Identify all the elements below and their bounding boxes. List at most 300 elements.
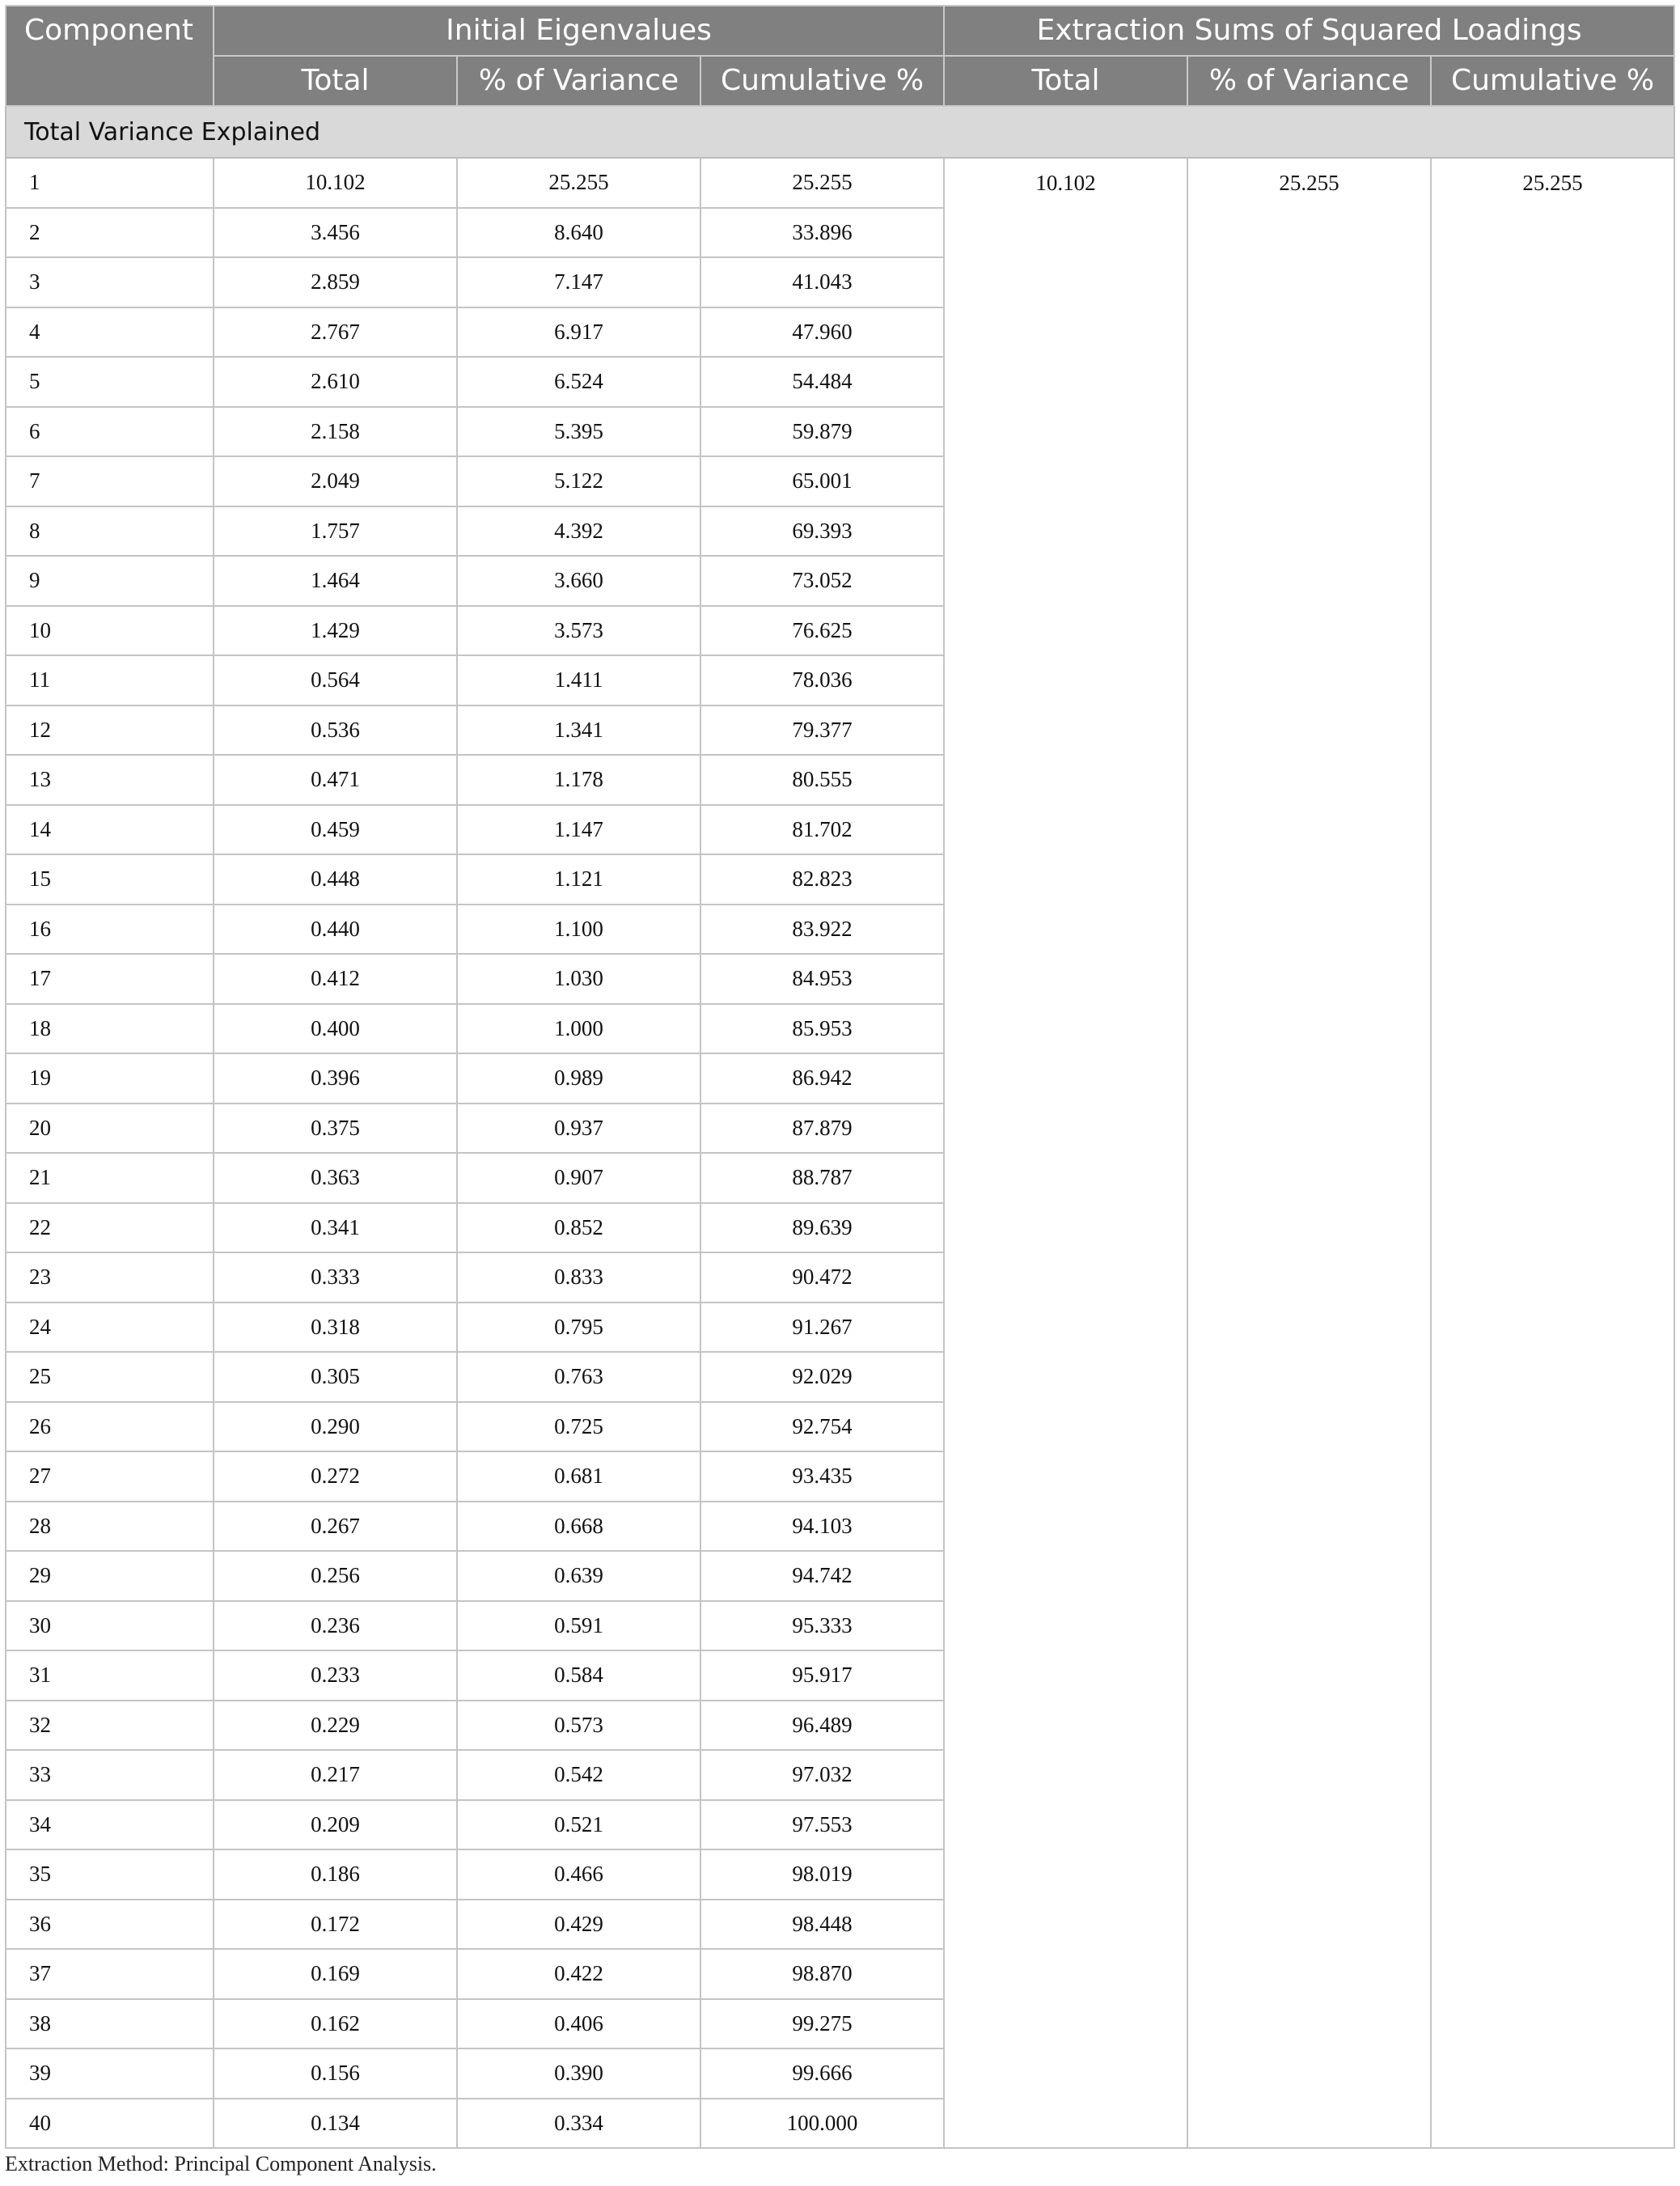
cell-extraction-total bbox=[944, 407, 1187, 457]
cell-cumulative: 78.036 bbox=[700, 655, 944, 705]
cell-total: 0.172 bbox=[214, 1900, 457, 1950]
table-row bbox=[6, 1849, 1674, 1900]
cell-extraction-percent-variance bbox=[1187, 1900, 1431, 1950]
table-row bbox=[6, 1650, 1674, 1701]
cell-percent-variance: 1.178 bbox=[457, 755, 700, 805]
cell-component: 29 bbox=[6, 1551, 214, 1601]
cell-extraction-total bbox=[944, 257, 1187, 307]
table-row bbox=[6, 407, 1674, 457]
cell-extraction-cumulative: 25.255 bbox=[1431, 158, 1674, 208]
cell-total: 0.333 bbox=[214, 1252, 457, 1303]
cell-extraction-total bbox=[944, 1999, 1187, 2049]
table-row bbox=[6, 1949, 1674, 1999]
table-row bbox=[6, 1701, 1674, 1751]
cell-extraction-cumulative bbox=[1431, 1153, 1674, 1203]
cell-extraction-cumulative bbox=[1431, 1352, 1674, 1402]
cell-total: 0.217 bbox=[214, 1750, 457, 1800]
cell-extraction-percent-variance bbox=[1187, 854, 1431, 904]
cell-percent-variance: 8.640 bbox=[457, 208, 700, 258]
cell-cumulative: 86.942 bbox=[700, 1053, 944, 1104]
cell-component: 13 bbox=[6, 755, 214, 805]
cell-extraction-total bbox=[944, 1303, 1187, 1353]
cell-extraction-percent-variance bbox=[1187, 1800, 1431, 1850]
table-row bbox=[6, 2048, 1674, 2099]
cell-percent-variance: 1.100 bbox=[457, 904, 700, 955]
table-row bbox=[6, 1999, 1674, 2049]
cell-component: 2 bbox=[6, 208, 214, 258]
cell-component: 35 bbox=[6, 1849, 214, 1900]
cell-percent-variance: 0.422 bbox=[457, 1949, 700, 1999]
cell-cumulative: 73.052 bbox=[700, 556, 944, 606]
cell-percent-variance: 0.429 bbox=[457, 1900, 700, 1950]
cell-extraction-percent-variance bbox=[1187, 1451, 1431, 1502]
cell-total: 0.400 bbox=[214, 1004, 457, 1054]
table-row bbox=[6, 1153, 1674, 1203]
cell-total: 0.305 bbox=[214, 1352, 457, 1402]
cell-extraction-total bbox=[944, 755, 1187, 805]
table-row bbox=[6, 705, 1674, 756]
cell-extraction-total bbox=[944, 1650, 1187, 1701]
cell-extraction-total bbox=[944, 1004, 1187, 1054]
table-row bbox=[6, 357, 1674, 407]
cell-component: 7 bbox=[6, 456, 214, 506]
total-variance-table bbox=[5, 5, 1675, 2149]
table-row bbox=[6, 2099, 1674, 2149]
cell-extraction-percent-variance bbox=[1187, 1004, 1431, 1054]
cell-extraction-percent-variance bbox=[1187, 1203, 1431, 1253]
table-row bbox=[6, 257, 1674, 307]
cell-extraction-total bbox=[944, 1949, 1187, 1999]
cell-extraction-cumulative bbox=[1431, 1451, 1674, 1502]
cell-extraction-percent-variance bbox=[1187, 1352, 1431, 1402]
cell-component: 17 bbox=[6, 954, 214, 1004]
cell-extraction-percent-variance bbox=[1187, 1601, 1431, 1651]
table-row bbox=[6, 1750, 1674, 1800]
cell-extraction-total bbox=[944, 904, 1187, 955]
cell-extraction-percent-variance bbox=[1187, 307, 1431, 358]
cell-percent-variance: 1.411 bbox=[457, 655, 700, 705]
cell-component: 9 bbox=[6, 556, 214, 606]
cell-component: 23 bbox=[6, 1252, 214, 1303]
subheader-extraction-cumulative: Cumulative % bbox=[1431, 56, 1674, 106]
cell-total: 0.448 bbox=[214, 854, 457, 904]
cell-extraction-cumulative bbox=[1431, 904, 1674, 955]
cell-extraction-percent-variance bbox=[1187, 1750, 1431, 1800]
cell-component: 37 bbox=[6, 1949, 214, 1999]
cell-extraction-total bbox=[944, 805, 1187, 855]
cell-total: 0.396 bbox=[214, 1053, 457, 1104]
table-row bbox=[6, 1502, 1674, 1552]
cell-cumulative: 47.960 bbox=[700, 307, 944, 358]
cell-extraction-cumulative bbox=[1431, 506, 1674, 557]
cell-cumulative: 95.333 bbox=[700, 1601, 944, 1651]
cell-total: 0.471 bbox=[214, 755, 457, 805]
cell-component: 21 bbox=[6, 1153, 214, 1203]
cell-total: 0.318 bbox=[214, 1303, 457, 1353]
cell-extraction-cumulative bbox=[1431, 606, 1674, 656]
cell-component: 39 bbox=[6, 2048, 214, 2099]
table-row bbox=[6, 208, 1674, 258]
cell-cumulative: 76.625 bbox=[700, 606, 944, 656]
cell-cumulative: 25.255 bbox=[700, 158, 944, 208]
cell-cumulative: 85.953 bbox=[700, 1004, 944, 1054]
cell-cumulative: 81.702 bbox=[700, 805, 944, 855]
cell-component: 18 bbox=[6, 1004, 214, 1054]
table-row bbox=[6, 854, 1674, 904]
cell-component: 1 bbox=[6, 158, 214, 208]
cell-component: 25 bbox=[6, 1352, 214, 1402]
cell-total: 0.156 bbox=[214, 2048, 457, 2099]
cell-percent-variance: 1.121 bbox=[457, 854, 700, 904]
cell-cumulative: 88.787 bbox=[700, 1153, 944, 1203]
cell-component: 38 bbox=[6, 1999, 214, 2049]
cell-percent-variance: 7.147 bbox=[457, 257, 700, 307]
cell-extraction-cumulative bbox=[1431, 1849, 1674, 1900]
cell-extraction-cumulative bbox=[1431, 407, 1674, 457]
cell-percent-variance: 0.591 bbox=[457, 1601, 700, 1651]
cell-cumulative: 99.666 bbox=[700, 2048, 944, 2099]
cell-cumulative: 97.032 bbox=[700, 1750, 944, 1800]
subheader-total: Total bbox=[214, 56, 457, 106]
cell-extraction-cumulative bbox=[1431, 307, 1674, 358]
cell-extraction-total bbox=[944, 1800, 1187, 1850]
cell-extraction-total bbox=[944, 1153, 1187, 1203]
cell-cumulative: 59.879 bbox=[700, 407, 944, 457]
table-body bbox=[6, 106, 1674, 2148]
cell-extraction-total bbox=[944, 954, 1187, 1004]
table-row bbox=[6, 307, 1674, 358]
cell-extraction-cumulative bbox=[1431, 2048, 1674, 2099]
cell-extraction-cumulative bbox=[1431, 357, 1674, 407]
cell-extraction-cumulative bbox=[1431, 1502, 1674, 1552]
cell-cumulative: 95.917 bbox=[700, 1650, 944, 1701]
cell-component: 3 bbox=[6, 257, 214, 307]
cell-percent-variance: 3.573 bbox=[457, 606, 700, 656]
cell-extraction-cumulative bbox=[1431, 1601, 1674, 1651]
cell-extraction-percent-variance bbox=[1187, 2048, 1431, 2099]
cell-extraction-total bbox=[944, 307, 1187, 358]
cell-extraction-total bbox=[944, 705, 1187, 756]
cell-component: 14 bbox=[6, 805, 214, 855]
cell-total: 0.341 bbox=[214, 1203, 457, 1253]
cell-extraction-percent-variance bbox=[1187, 456, 1431, 506]
cell-percent-variance: 1.030 bbox=[457, 954, 700, 1004]
cell-extraction-total bbox=[944, 1352, 1187, 1402]
cell-total: 0.412 bbox=[214, 954, 457, 1004]
cell-component: 4 bbox=[6, 307, 214, 358]
cell-extraction-percent-variance bbox=[1187, 556, 1431, 606]
cell-total: 0.267 bbox=[214, 1502, 457, 1552]
cell-extraction-percent-variance bbox=[1187, 705, 1431, 756]
subheader-cumulative: Cumulative % bbox=[700, 56, 944, 106]
cell-extraction-percent-variance bbox=[1187, 606, 1431, 656]
cell-component: 27 bbox=[6, 1451, 214, 1502]
cell-extraction-cumulative bbox=[1431, 456, 1674, 506]
cell-extraction-percent-variance bbox=[1187, 1153, 1431, 1203]
table-row bbox=[6, 506, 1674, 557]
cell-cumulative: 94.742 bbox=[700, 1551, 944, 1601]
cell-extraction-percent-variance bbox=[1187, 1104, 1431, 1154]
cell-extraction-cumulative bbox=[1431, 1701, 1674, 1751]
cell-total: 0.256 bbox=[214, 1551, 457, 1601]
cell-extraction-cumulative bbox=[1431, 1004, 1674, 1054]
cell-total: 0.363 bbox=[214, 1153, 457, 1203]
cell-extraction-cumulative bbox=[1431, 1650, 1674, 1701]
table-footnote: Extraction Method: Principal Component Analysis. bbox=[5, 2152, 437, 2175]
cell-percent-variance: 0.542 bbox=[457, 1750, 700, 1800]
cell-extraction-percent-variance bbox=[1187, 1402, 1431, 1452]
cell-total: 2.859 bbox=[214, 257, 457, 307]
cell-extraction-percent-variance bbox=[1187, 357, 1431, 407]
table-row bbox=[6, 556, 1674, 606]
cell-total: 0.186 bbox=[214, 1849, 457, 1900]
cell-extraction-total bbox=[944, 1502, 1187, 1552]
cell-component: 26 bbox=[6, 1402, 214, 1452]
cell-cumulative: 65.001 bbox=[700, 456, 944, 506]
table-row bbox=[6, 1252, 1674, 1303]
cell-extraction-percent-variance bbox=[1187, 1053, 1431, 1104]
cell-extraction-total bbox=[944, 1750, 1187, 1800]
cell-extraction-total bbox=[944, 506, 1187, 557]
cell-extraction-cumulative bbox=[1431, 1203, 1674, 1253]
cell-total: 0.375 bbox=[214, 1104, 457, 1154]
table-row bbox=[6, 456, 1674, 506]
cell-cumulative: 99.275 bbox=[700, 1999, 944, 2049]
cell-component: 32 bbox=[6, 1701, 214, 1751]
cell-extraction-percent-variance bbox=[1187, 755, 1431, 805]
cell-extraction-total bbox=[944, 357, 1187, 407]
cell-cumulative: 89.639 bbox=[700, 1203, 944, 1253]
cell-extraction-cumulative bbox=[1431, 1750, 1674, 1800]
cell-total: 2.767 bbox=[214, 307, 457, 358]
cell-extraction-cumulative bbox=[1431, 1900, 1674, 1950]
cell-percent-variance: 25.255 bbox=[457, 158, 700, 208]
cell-percent-variance: 0.989 bbox=[457, 1053, 700, 1104]
cell-component: 20 bbox=[6, 1104, 214, 1154]
cell-extraction-percent-variance bbox=[1187, 1949, 1431, 1999]
cell-total: 0.169 bbox=[214, 1949, 457, 1999]
cell-extraction-cumulative bbox=[1431, 705, 1674, 756]
cell-cumulative: 69.393 bbox=[700, 506, 944, 557]
cell-percent-variance: 4.392 bbox=[457, 506, 700, 557]
cell-percent-variance: 0.907 bbox=[457, 1153, 700, 1203]
subheader-extraction-total: Total bbox=[944, 56, 1187, 106]
cell-extraction-total bbox=[944, 2048, 1187, 2099]
cell-cumulative: 91.267 bbox=[700, 1303, 944, 1353]
cell-component: 16 bbox=[6, 904, 214, 955]
cell-total: 0.209 bbox=[214, 1800, 457, 1850]
cell-extraction-percent-variance bbox=[1187, 1849, 1431, 1900]
table-row bbox=[6, 1203, 1674, 1253]
cell-component: 31 bbox=[6, 1650, 214, 1701]
cell-extraction-total bbox=[944, 1900, 1187, 1950]
table-row bbox=[6, 1303, 1674, 1353]
cell-extraction-total bbox=[944, 854, 1187, 904]
cell-extraction-total bbox=[944, 655, 1187, 705]
cell-component: 33 bbox=[6, 1750, 214, 1800]
cell-extraction-cumulative bbox=[1431, 1800, 1674, 1850]
cell-cumulative: 82.823 bbox=[700, 854, 944, 904]
cell-component: 6 bbox=[6, 407, 214, 457]
cell-cumulative: 92.754 bbox=[700, 1402, 944, 1452]
cell-component: 8 bbox=[6, 506, 214, 557]
cell-total: 1.464 bbox=[214, 556, 457, 606]
cell-total: 0.440 bbox=[214, 904, 457, 955]
table-row bbox=[6, 755, 1674, 805]
header-component: Component bbox=[6, 6, 214, 106]
cell-cumulative: 97.553 bbox=[700, 1800, 944, 1850]
cell-extraction-percent-variance bbox=[1187, 407, 1431, 457]
cell-cumulative: 96.489 bbox=[700, 1701, 944, 1751]
cell-cumulative: 87.879 bbox=[700, 1104, 944, 1154]
cell-percent-variance: 0.763 bbox=[457, 1352, 700, 1402]
cell-cumulative: 79.377 bbox=[700, 705, 944, 756]
table-row bbox=[6, 904, 1674, 955]
table-row bbox=[6, 158, 1674, 208]
cell-percent-variance: 0.725 bbox=[457, 1402, 700, 1452]
cell-extraction-total: 10.102 bbox=[944, 158, 1187, 208]
cell-extraction-total bbox=[944, 456, 1187, 506]
cell-component: 5 bbox=[6, 357, 214, 407]
cell-percent-variance: 0.668 bbox=[457, 1502, 700, 1552]
table-row bbox=[6, 1104, 1674, 1154]
cell-extraction-cumulative bbox=[1431, 1551, 1674, 1601]
cell-extraction-cumulative bbox=[1431, 1999, 1674, 2049]
cell-extraction-cumulative bbox=[1431, 954, 1674, 1004]
cell-total: 0.290 bbox=[214, 1402, 457, 1452]
cell-total: 0.459 bbox=[214, 805, 457, 855]
table-caption: Total Variance Explained bbox=[6, 106, 1674, 158]
table-row bbox=[6, 1402, 1674, 1452]
cell-extraction-percent-variance bbox=[1187, 506, 1431, 557]
cell-extraction-total bbox=[944, 1402, 1187, 1452]
cell-extraction-percent-variance: 25.255 bbox=[1187, 158, 1431, 208]
header-initial-eigenvalues: Initial Eigenvalues bbox=[214, 6, 944, 56]
cell-cumulative: 100.000 bbox=[700, 2099, 944, 2149]
cell-percent-variance: 0.466 bbox=[457, 1849, 700, 1900]
cell-percent-variance: 1.341 bbox=[457, 705, 700, 756]
cell-percent-variance: 1.147 bbox=[457, 805, 700, 855]
cell-total: 1.757 bbox=[214, 506, 457, 557]
cell-extraction-total bbox=[944, 606, 1187, 656]
cell-component: 12 bbox=[6, 705, 214, 756]
cell-extraction-cumulative bbox=[1431, 854, 1674, 904]
cell-percent-variance: 0.937 bbox=[457, 1104, 700, 1154]
cell-cumulative: 98.019 bbox=[700, 1849, 944, 1900]
cell-extraction-percent-variance bbox=[1187, 1502, 1431, 1552]
cell-percent-variance: 1.000 bbox=[457, 1004, 700, 1054]
cell-cumulative: 98.870 bbox=[700, 1949, 944, 1999]
cell-extraction-percent-variance bbox=[1187, 954, 1431, 1004]
cell-extraction-cumulative bbox=[1431, 1104, 1674, 1154]
cell-cumulative: 41.043 bbox=[700, 257, 944, 307]
cell-component: 24 bbox=[6, 1303, 214, 1353]
cell-extraction-total bbox=[944, 1551, 1187, 1601]
cell-component: 28 bbox=[6, 1502, 214, 1552]
cell-extraction-percent-variance bbox=[1187, 208, 1431, 258]
cell-total: 0.134 bbox=[214, 2099, 457, 2149]
cell-extraction-percent-variance bbox=[1187, 1650, 1431, 1701]
cell-component: 30 bbox=[6, 1601, 214, 1651]
cell-extraction-total bbox=[944, 1053, 1187, 1104]
cell-component: 22 bbox=[6, 1203, 214, 1253]
cell-percent-variance: 0.406 bbox=[457, 1999, 700, 2049]
cell-extraction-percent-variance bbox=[1187, 1701, 1431, 1751]
cell-extraction-percent-variance bbox=[1187, 257, 1431, 307]
cell-percent-variance: 0.681 bbox=[457, 1451, 700, 1502]
cell-percent-variance: 0.521 bbox=[457, 1800, 700, 1850]
cell-extraction-cumulative bbox=[1431, 1402, 1674, 1452]
cell-cumulative: 98.448 bbox=[700, 1900, 944, 1950]
cell-extraction-total bbox=[944, 1451, 1187, 1502]
cell-extraction-percent-variance bbox=[1187, 1999, 1431, 2049]
cell-component: 36 bbox=[6, 1900, 214, 1950]
cell-component: 11 bbox=[6, 655, 214, 705]
cell-percent-variance: 0.334 bbox=[457, 2099, 700, 2149]
table-row bbox=[6, 1352, 1674, 1402]
table-row bbox=[6, 805, 1674, 855]
cell-extraction-total bbox=[944, 1849, 1187, 1900]
cell-percent-variance: 0.573 bbox=[457, 1701, 700, 1751]
table-row bbox=[6, 1004, 1674, 1054]
cell-extraction-total bbox=[944, 1252, 1187, 1303]
cell-component: 19 bbox=[6, 1053, 214, 1104]
cell-total: 0.162 bbox=[214, 1999, 457, 2049]
cell-percent-variance: 5.122 bbox=[457, 456, 700, 506]
cell-extraction-total bbox=[944, 1203, 1187, 1253]
cell-percent-variance: 6.917 bbox=[457, 307, 700, 358]
cell-component: 34 bbox=[6, 1800, 214, 1850]
cell-percent-variance: 0.833 bbox=[457, 1252, 700, 1303]
cell-extraction-percent-variance bbox=[1187, 655, 1431, 705]
cell-extraction-percent-variance bbox=[1187, 805, 1431, 855]
cell-extraction-percent-variance bbox=[1187, 904, 1431, 955]
cell-percent-variance: 0.639 bbox=[457, 1551, 700, 1601]
cell-extraction-cumulative bbox=[1431, 655, 1674, 705]
table-row bbox=[6, 1601, 1674, 1651]
cell-cumulative: 84.953 bbox=[700, 954, 944, 1004]
cell-percent-variance: 3.660 bbox=[457, 556, 700, 606]
cell-total: 10.102 bbox=[214, 158, 457, 208]
cell-extraction-cumulative bbox=[1431, 1053, 1674, 1104]
cell-component: 15 bbox=[6, 854, 214, 904]
cell-extraction-cumulative bbox=[1431, 805, 1674, 855]
table-row bbox=[6, 1053, 1674, 1104]
cell-total: 0.233 bbox=[214, 1650, 457, 1701]
cell-extraction-percent-variance bbox=[1187, 1252, 1431, 1303]
cell-total: 2.158 bbox=[214, 407, 457, 457]
cell-total: 1.429 bbox=[214, 606, 457, 656]
cell-percent-variance: 0.852 bbox=[457, 1203, 700, 1253]
cell-extraction-percent-variance bbox=[1187, 1303, 1431, 1353]
cell-component: 40 bbox=[6, 2099, 214, 2149]
cell-extraction-percent-variance bbox=[1187, 2099, 1431, 2149]
cell-extraction-cumulative bbox=[1431, 556, 1674, 606]
cell-total: 0.564 bbox=[214, 655, 457, 705]
cell-total: 0.229 bbox=[214, 1701, 457, 1751]
table-row bbox=[6, 606, 1674, 656]
cell-total: 0.536 bbox=[214, 705, 457, 756]
table-row bbox=[6, 1900, 1674, 1950]
cell-extraction-cumulative bbox=[1431, 1252, 1674, 1303]
cell-cumulative: 83.922 bbox=[700, 904, 944, 955]
cell-extraction-cumulative bbox=[1431, 755, 1674, 805]
cell-percent-variance: 0.390 bbox=[457, 2048, 700, 2099]
cell-total: 2.049 bbox=[214, 456, 457, 506]
cell-total: 2.610 bbox=[214, 357, 457, 407]
cell-percent-variance: 0.584 bbox=[457, 1650, 700, 1701]
table-row bbox=[6, 1800, 1674, 1850]
